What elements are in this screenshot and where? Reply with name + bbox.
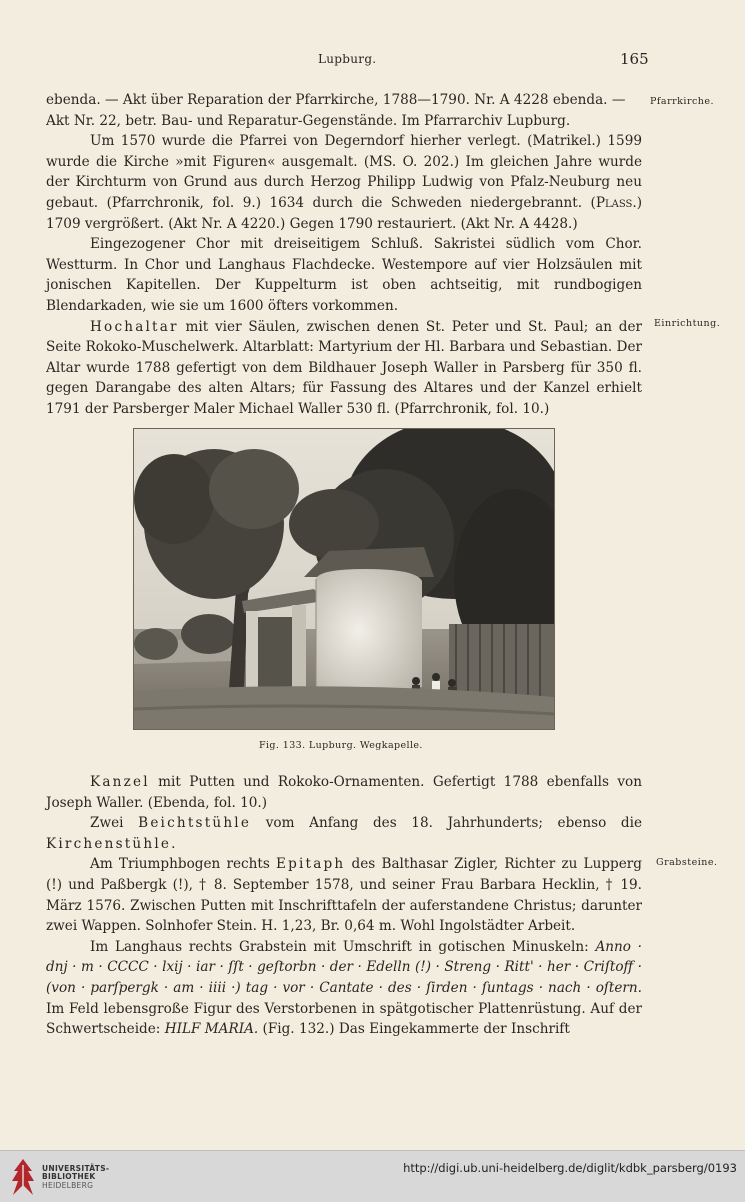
paragraph-kanzel <box>46 772 642 813</box>
paragraph-history <box>46 131 642 234</box>
history-plass: Plass. <box>595 194 637 211</box>
kanzel-text: mit Putten und Rokoko-Ornamenten. Gefertigt 1788 ebenfalls von Joseph Waller. (Ebenda, fol. 10.) <box>46 774 642 811</box>
beicht-text-c: . <box>171 835 176 852</box>
paragraph-epitaph <box>46 854 642 936</box>
sword-inscription: HILF MARIA. <box>164 1021 259 1038</box>
beicht-text-a: Zwei <box>90 815 139 832</box>
library-name-line-2: BIBLIOTHEK <box>42 1172 96 1182</box>
university-seal-icon <box>8 1157 38 1197</box>
paragraph-sources <box>46 90 642 131</box>
library-name-line-3: HEIDELBERG <box>42 1180 94 1190</box>
library-name <box>42 1165 109 1190</box>
chapel-illustration <box>134 429 554 729</box>
grabstein-text-c: (Fig. 132.) Das Eingekammerte der Inschrift <box>258 1021 570 1038</box>
sources-line-2: Akt Nr. 22, betr. Bau- und Reparatur-Gegenstände. Im Pfarrarchiv Lupburg. <box>46 112 571 129</box>
epitaph-text-b: des Balthasar Zigler, Richter zu Lupperg (!) und Paßbergk (!), † 8. September 1578, und seiner Frau Barbara Hecklin, † 19. März 1576. Zwischen Putten mit Inschrifttafeln der auferstandene Christus; darunter zwei Wappen. Solnhofer Stein. H. 1,23, Br. 0,64 m. Wohl Ingolstädter Arbeit. <box>46 856 642 935</box>
paragraph-architecture: Eingezogener Chor mit dreiseitigem Schluß. Sakristei südlich vom Chor. Westturm. In Chor und Langhaus Flachdecke. Westempore auf vier Holzsäulen mit jonischen Kapitellen. Der Kuppelturm ist oben achtseitig, mit rundbogigen Blendarkaden, wie sie um 1600 öfters vorkommen. <box>46 236 642 314</box>
sources-line-1: ebenda. — Akt über Reparation der Pfarrkirche, 1788—1790. Nr. A 4228 ebenda. — <box>46 92 626 108</box>
beichtstuehle-term: Beichtstühle <box>138 815 252 832</box>
paragraph-hochaltar <box>46 317 642 420</box>
paragraph-grabstein <box>46 937 642 1040</box>
beicht-text-b: vom Anfang des 18. Jahrhunderts; ebenso die <box>251 815 642 832</box>
epitaph-text-a: Am Triumphbogen rechts <box>90 856 276 873</box>
history-text-a: Um 1570 wurde die Pfarrei von Degerndorf hierher verlegt. (Matrikel.) 1599 wurde die Kirche »mit Figuren« ausgemalt. (MS. O. 202.) Im gleichen Jahre wurde der Kirchturm von Grund aus durch Herzog Philipp Ludwig von Pfalz-Neuburg neu gebaut. (Pfarrchronik, fol. 9.) 1634 durch die Schweden niedergebrannt. ( <box>46 133 642 211</box>
grabstein-inscription: Anno · dnj · m · CCCC · lxij · iar · ſſt · geſtorbn · der · Edelln (!) · Streng · Ritt' · her · Criſtoff · (von · parſpergk · am · iiii ·) tag · vor · Cantate · des · ſirden · ſuntags · nach · oſtern. <box>46 938 642 996</box>
upper-text-block <box>46 90 642 420</box>
hochaltar-term: Hochaltar <box>90 318 179 335</box>
running-head: Lupburg. <box>318 52 377 66</box>
margin-note-grabsteine: Grabsteine. <box>656 857 718 868</box>
paragraph-beichtstuehle <box>46 813 642 854</box>
kirchenstuehle-term: Kirchenstühle <box>46 835 172 852</box>
page-number: 165 <box>620 50 649 68</box>
viewer-footer <box>0 1150 745 1202</box>
kanzel-term: Kanzel <box>90 774 150 790</box>
grabstein-text-b: Im Feld lebensgroße Figur des Verstorbenen in spätgotischer Plattenrüstung. Auf der Schwertscheide: <box>46 1000 642 1038</box>
margin-note-pfarrkirche: Pfarrkirche. <box>650 96 715 107</box>
library-name-line-1: UNIVERSITÄTS- <box>42 1164 110 1173</box>
margin-note-einrichtung: Einrichtung. <box>654 318 721 329</box>
history-text-b: ) 1709 vergrößert. (Akt Nr. A 4220.) Gegen 1790 restauriert. (Akt Nr. A 4428.) <box>46 194 642 232</box>
hochaltar-text: mit vier Säulen, zwischen denen St. Peter und St. Paul; an der Seite Rokoko-Muschelwerk. Altarblatt: Martyrium der Hl. Barbara und Sebastian. Der Altar wurde 1788 gefertigt von dem Bildhauer Joseph Waller in Parsberg für 350 fl. gegen Darangabe des alten Altars; für Fassung des Altares und der Kanzel erhielt 1791 der Parsberger Maler Michael Waller 530 fl. (Pfarrchronik, fol. 10.) <box>46 318 642 417</box>
figure-wegkapelle-photo <box>133 428 555 730</box>
figure-caption: Fig. 133. Lupburg. Wegkapelle. <box>259 740 423 751</box>
grabstein-text-a: Im Langhaus rechts Grabstein mit Umschrift in gotischen Minuskeln: <box>90 938 596 955</box>
lower-text-block <box>46 772 642 1040</box>
epitaph-term: Epitaph <box>275 856 346 873</box>
permalink-url[interactable]: http://digi.ub.uni-heidelberg.de/diglit/kdbk_parsberg/0193 <box>403 1161 737 1175</box>
